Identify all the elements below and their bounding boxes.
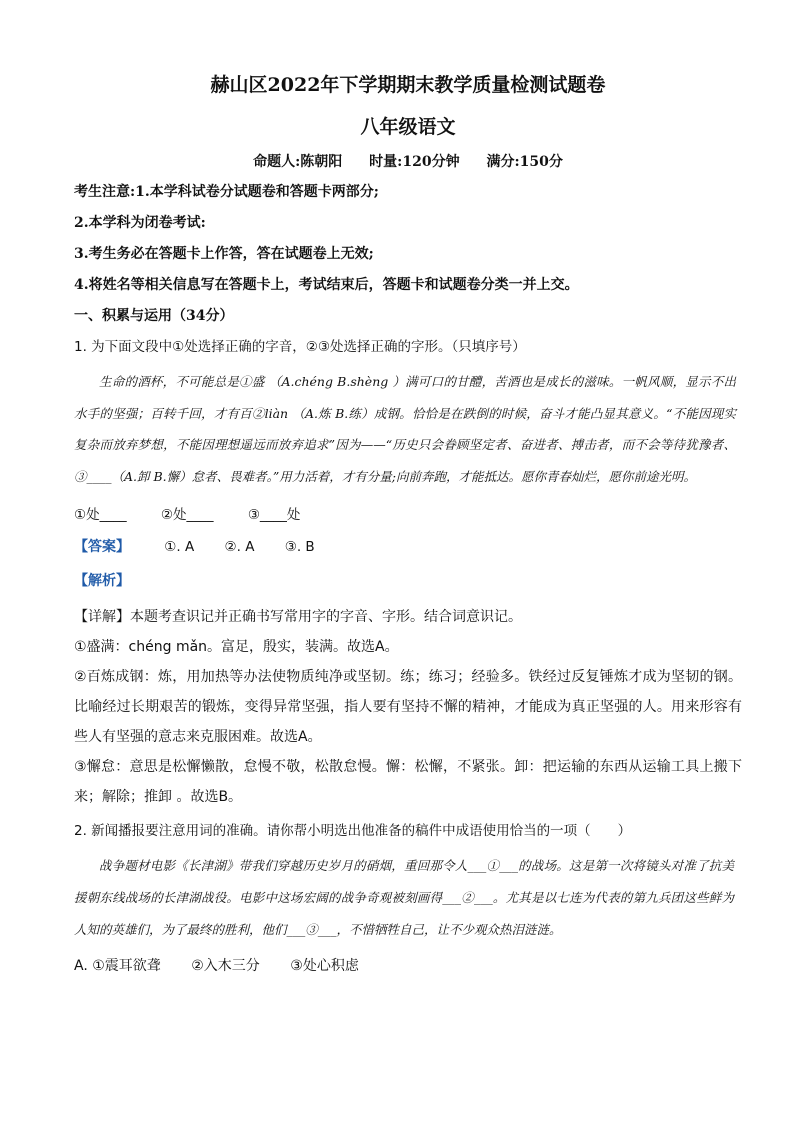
blank-2: ②处____ <box>160 507 214 523</box>
question-1-blanks <box>74 504 742 526</box>
notice-line-4: 4.将姓名等相关信息写在答题卡上，考试结束后，答题卡和试题卷分类一并上交。 <box>74 277 579 293</box>
option-a-part-1: A. ①震耳欲聋 <box>74 958 161 974</box>
author-text: 命题人:陈朝阳 <box>253 154 343 170</box>
detail-text: 本题考查识记并正确书写常用字的字音、字形。结合词意识记。 <box>130 609 522 625</box>
option-a-part-2: ②入木三分 <box>191 958 260 974</box>
exam-title: 赫山区2022年下学期期末教学质量检测试题卷 <box>210 74 606 96</box>
time-text: 时量:120分钟 <box>369 154 460 170</box>
question-1-passage: 生命的酒杯，不可能总是①盛 （A.chéng B.shèng ）满可口的甘醴，苦酒也是成长的滋味。一帆风顺，显示不出水手的坚强；百转千回，才有百②liàn （A.炼 B.练）成钢。恰恰是在跌倒的时候，奋斗才能凸显其意义。“不能因现实复杂而放弃梦想，不能因理想遥远而放弃追求”因为——“历史只会眷顾坚定者、奋进者、搏击者，而不会等待犹豫者、③____（A.卸 B.懈）怠者、畏难者。”用力活着，才有分量;向前奔跑，才能抵达。愿你青春灿烂，愿你前途光明。 <box>74 374 736 484</box>
blank-1: ①处____ <box>74 507 127 523</box>
detail-tag: 【详解】 <box>74 609 130 625</box>
exam-meta <box>74 150 742 174</box>
blank-3: ③____处 <box>247 507 301 523</box>
question-2-stem: 2. 新闻播报要注意用词的准确。请你帮小明选出他准备的稿件中成语使用恰当的一项（ ） <box>74 823 632 839</box>
answer-2: ②. A <box>224 539 255 555</box>
answer-tag: 【答案】 <box>74 539 130 555</box>
answer-1: ①. A <box>164 539 195 555</box>
answer-3: ③. B <box>284 539 315 555</box>
detail-paragraph <box>74 602 742 632</box>
answer-row <box>74 536 742 558</box>
explanation-2: ②百炼成钢：炼，用加热等办法使物质纯净或坚韧。练；练习；经验多。铁经过反复锤炼才成为坚韧的钢。比喻经过长期艰苦的锻炼，变得异常坚强，指人要有坚持不懈的精神，才能成为真正坚强的人。用来形容有些人有坚强的意志来克服困难。故选A。 <box>74 669 742 745</box>
explanation-1: ①盛满：chéng mǎn。富足，殷实，装满。故选A。 <box>74 639 399 655</box>
question-2-passage: 战争题材电影《长津湖》带我们穿越历史岁月的硝烟，重回那令人___①___的战场。这是第一次将镜头对准了抗美援朝东线战场的长津湖战役。电影中这场宏阔的战争奇观被刻画得___②___。尤其是以七连为代表的第九兵团这些鲜为人知的英雄们，为了最终的胜利，他们___③___，不惜牺牲自己，让不少观众热泪涟涟。 <box>74 858 734 937</box>
section-heading: 一、积累与运用（34分） <box>74 308 234 324</box>
explanation-3: ③懈怠：意思是松懈懒散，怠慢不敬，松散怠慢。懈：松懈，不紧张。卸：把运输的东西从运输工具上搬下来；解除；推卸 。故选B。 <box>74 759 742 805</box>
notice-line-2: 2.本学科为闭卷考试: <box>74 215 206 231</box>
notice-line-3: 3.考生务必在答题卡上作答，答在试题卷上无效; <box>74 246 374 262</box>
question-1-stem: 1. 为下面文段中①处选择正确的字音，②③处选择正确的字形。（只填序号） <box>74 339 526 355</box>
question-2-option-a <box>74 954 742 978</box>
score-text: 满分:150分 <box>486 154 563 170</box>
notice-line-1: 考生注意:1.本学科试卷分试题卷和答题卡两部分; <box>74 184 379 200</box>
exam-subtitle: 八年级语文 <box>360 116 456 138</box>
option-a-part-3: ③处心积虑 <box>290 958 359 974</box>
analysis-tag: 【解析】 <box>74 573 130 589</box>
